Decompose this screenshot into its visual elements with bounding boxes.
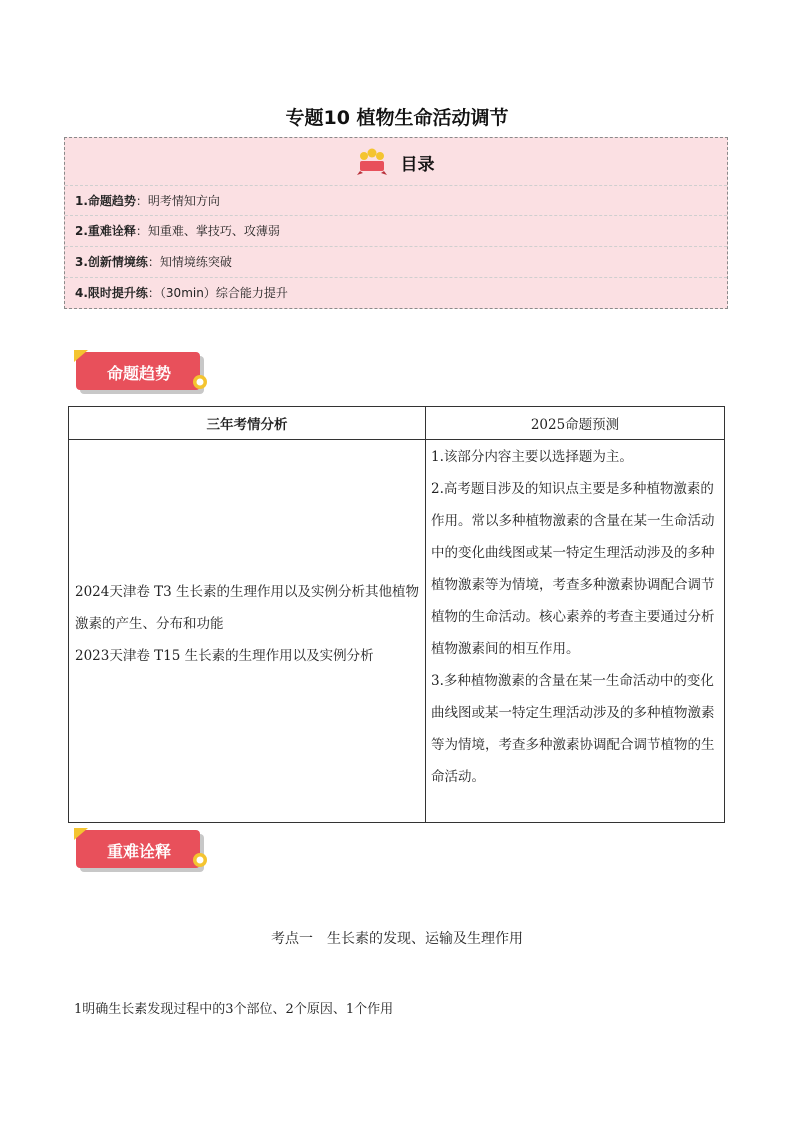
toc-item-scenario[interactable] bbox=[65, 246, 727, 276]
note-text: 1明确生长素发现过程中的3个部位、2个原因、1个作用 bbox=[74, 1002, 394, 1017]
toc-box bbox=[64, 137, 728, 309]
toc-item-trend[interactable] bbox=[65, 185, 727, 215]
toc-item-number: 3.创新情境练 bbox=[75, 255, 148, 269]
analysis-line: 2023天津卷 T15 生长素的生理作用以及实例分析 bbox=[75, 648, 374, 664]
analysis-line: 2024天津卷 T3 生长素的生理作用以及实例分析其他植物激素的产生、分布和功能 bbox=[75, 584, 420, 632]
tag-label: 命题趋势 bbox=[106, 364, 171, 383]
kaodian-heading: 考点一 生长素的发现、运输及生理作用 bbox=[271, 931, 523, 947]
toc-item-text: ：知重难、掌技巧、攻薄弱 bbox=[135, 224, 280, 238]
toc-item-timed[interactable] bbox=[65, 277, 727, 307]
ribbon-badge-icon bbox=[357, 148, 387, 176]
trend-table bbox=[68, 406, 725, 823]
toc-item-text: ：（30min）综合能力提升 bbox=[147, 286, 288, 300]
toc-item-number: 4.限时提升练 bbox=[75, 286, 148, 300]
forecast-cell bbox=[426, 440, 725, 823]
table-header-forecast: 2025命题预测 bbox=[426, 407, 725, 440]
toc-title: 目录 bbox=[400, 154, 435, 175]
forecast-paragraph: 1.该部分内容主要以选择题为主。 bbox=[431, 449, 633, 465]
tag-label: 重难诠释 bbox=[106, 842, 171, 861]
table-header-row bbox=[69, 407, 725, 440]
page-title: 专题10 植物生命活动调节 bbox=[285, 107, 509, 129]
toc-item-number: 2.重难诠释 bbox=[75, 224, 136, 238]
toc-item-text: ：知情境练突破 bbox=[147, 255, 232, 269]
forecast-paragraph: 3.多种植物激素的含量在某一生命活动中的变化曲线图或某一特定生理活动涉及的多种植物激素等为情境，考查多种激素协调配合调节植物的生命活动。 bbox=[431, 673, 715, 785]
toc-header bbox=[65, 148, 727, 180]
analysis-cell bbox=[69, 440, 426, 823]
section-tag-trend bbox=[72, 348, 212, 400]
forecast-paragraph: 2.高考题目涉及的知识点主要是多种植物激素的作用。常以多种植物激素的含量在某一生命活动中的变化曲线图或某一特定生理活动涉及的多种植物激素等为情境，考查多种激素协调配合调节植物的生命活动。核心素养的考查主要通过分析植物激素间的相互作用。 bbox=[431, 481, 715, 657]
table-header-analysis: 三年考情分析 bbox=[69, 407, 426, 440]
toc-item-text: ：明考情知方向 bbox=[135, 194, 220, 208]
toc-item-key[interactable] bbox=[65, 215, 727, 245]
toc-item-number: 1.命题趋势 bbox=[75, 194, 136, 208]
section-tag-key bbox=[72, 826, 212, 878]
table-row bbox=[69, 440, 725, 823]
